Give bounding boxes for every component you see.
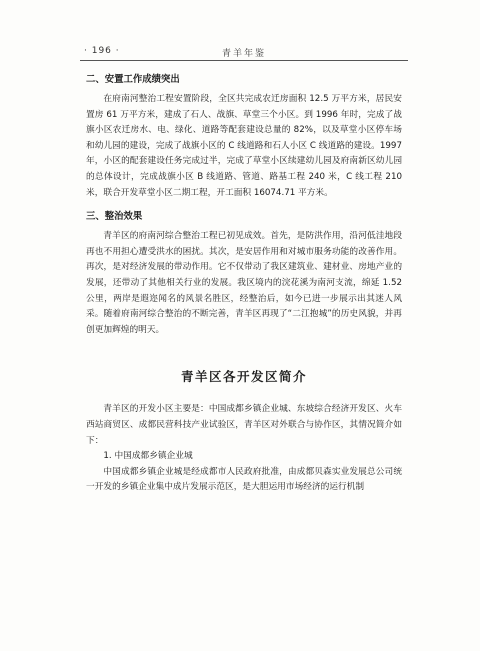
section-heading-resettlement: 二、安置工作成绩突出: [86, 74, 180, 85]
article-title: 青羊区各开发区简介: [180, 369, 307, 385]
paragraph-effects: 青羊区的府南河综合整治工程已初见成效。首先，是防洪作用，沿河低洼地段再也不用担心遭受洪水的困扰。其次，是安居作用和对城市服务功能的改善作用。再次，是对经济发展的带动作用。它不仅带动了我区建筑业、建材业、房地产业的发展，还带动了其他相关行业的发展。我区境内的浣花溪为南河支流，绵延 1.52 公里，两岸是遐迩闻名的风景名胜区，经整治后，如今已进一步展示出其迷人风采。随着府南河综合整治的不断完善，青羊区再现了“二江抱城”的历史风貌，并再创更加辉煌的明天。: [86, 231, 402, 335]
running-header: [80, 44, 408, 61]
page-body: [86, 74, 402, 496]
page-number: · 196 ·: [84, 46, 120, 56]
book-title: 青羊年鉴: [221, 49, 266, 59]
paragraph-resettlement: 在府南河整治工程安置阶段，全区共完成农迁房面积 12.5 万平方米，居民安置房 61 万平方米，建成了石人、战旗、草堂三个小区。到 1996 年时，完成了战旗小区农迁房水、电、绿化、道路等配套建设总量的 82%，以及草堂小区停车场和幼儿园的建设，完成了战旗小区的 C 线道路和石人小区 C 线道路的建设。1997 年，小区的配套建设任务完成过半，完成了草堂小区续建幼儿园及府南新区幼儿园的总体设计，完成战旗小区 B 线道路、管道、路基工程 240 米，C 线工程 210 米，联合开发草堂小区二期工程，开工面积 16074.71 平方米。: [86, 94, 402, 198]
paragraph-item1: 中国成都乡镇企业城是经成都市人民政府批准，由成都贝森实业发展总公司统一开发的乡镇企业集中成片发展示范区，是大胆运用市场经济的运行机制: [86, 466, 402, 493]
section-heading-effects: 三、整治效果: [86, 211, 143, 223]
paragraph-intro: 青羊区的开发小区主要是：中国成都乡镇企业城、东坡综合经济开发区、火车西站商贸区、成都民营科技产业试验区，青羊区对外联合与协作区，其情况简介如下：: [86, 404, 402, 446]
item-heading: 1. 中国成都乡镇企业城: [103, 451, 193, 462]
